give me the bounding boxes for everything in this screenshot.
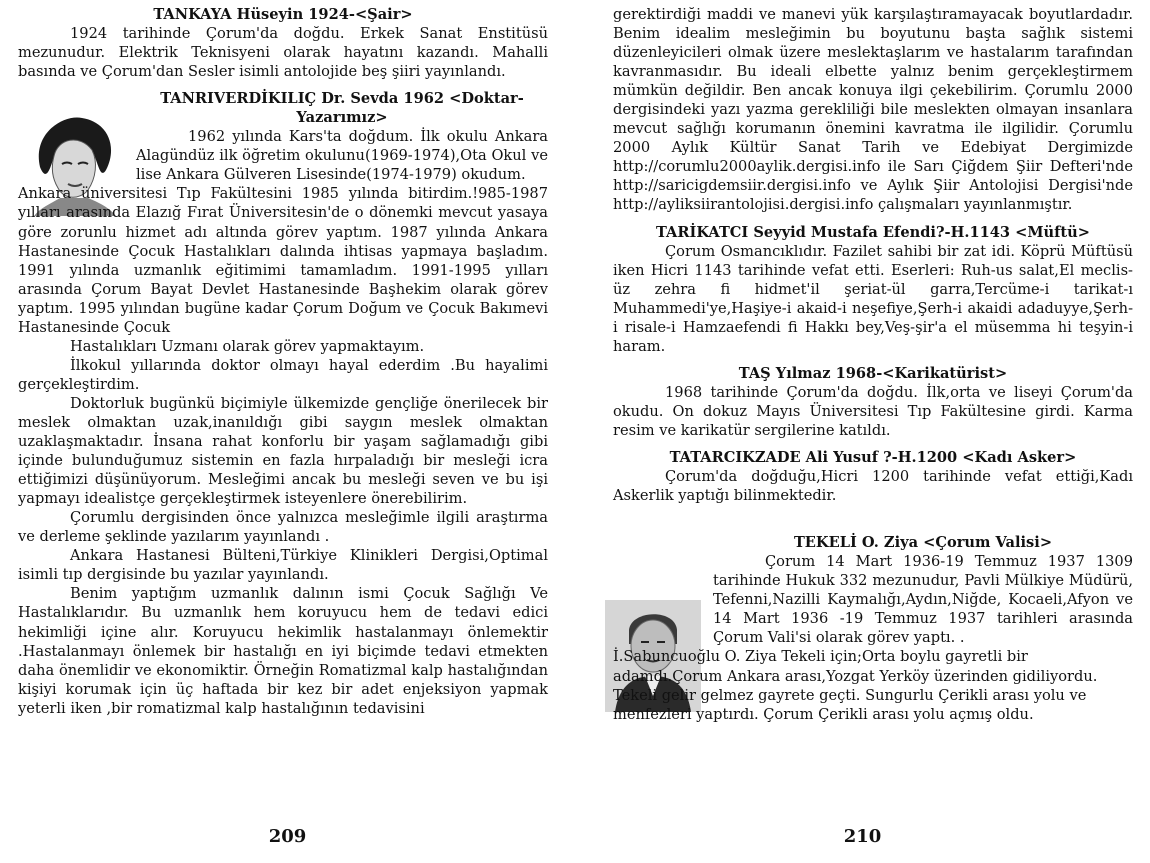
entry-heading: TAŞ Yılmaz 1968-<Karikatürist> [738, 364, 1008, 382]
page-number: 210 [843, 826, 882, 847]
entry-paragraph: 1924 tarihinde Çorum'da doğdu. Erkek Sanat Enstitüsü mezunudur. Elektrik Teknisyeni olarak hayatını kazandı. Mahalli basında ve Çorum'dan Sesler isimli antolojide beş şiiri yayınlandı. [18, 25, 548, 81]
entry-paragraph: Ankara üniversitesi Tıp Fakültesini 1985 yılında bitirdim.!985-1987 yılları arasında Elazığ Fırat Üniversitesin'de o dönemki mevcut yasaya göre zorunlu hizmet adı altında görev yaptım. 1987 yılında Ankara Hastanesinde Çocuk Hastalıkları dalında ihtisas yapmaya başladım. 1991 yılında uzmanlık eğitimimi tamamladım. 1991-1995 yılları arasında Çorum Bayat Devlet Hastanesinde Başhekim olarak görev yaptım. 1995 yılından bugüne kadar Çorum Doğum ve Çocuk Bakımevi Hastanesinde Çocuk [18, 185, 548, 336]
entry-paragraph: Ankara Hastanesi Bülteni,Türkiye Klinikleri Dergisi,Optimal isimli tıp dergisinde bu yazılar yayınlandı. [18, 547, 548, 584]
entry-paragraph: Hastalıkları Uzmanı olarak görev yapmaktayım. [70, 337, 425, 355]
right-page [575, 0, 1150, 863]
entry-heading: TEKELİ O. Ziya <Çorum Valisi> [793, 534, 1053, 552]
entry-paragraph: İ.Sabuncuoğlu O. Ziya Tekeli için;Orta boylu gayretli bir adamdı.Çorum Ankara arası,Yozgat Yerköy üzerinden gidiliyordu. Tekeli gelir gelmez gayrete geçti. Sungurlu Çerikli arası yolu ve menfezleri yaptırdı. Çorum Çerikli arası yolu açmış oldu. [613, 648, 1098, 723]
entry-heading: TARİKATCI Seyyid Mustafa Efendi?-H.1143 <Müftü> [655, 223, 1090, 241]
entry-paragraph: Çorum'da doğduğu,Hicri 1200 tarihinde vefat ettiği,Kadı Askerlik yaptığı bilinmektedir. [613, 468, 1133, 505]
entry-paragraph: Çorum Osmancıklıdır. Fazilet sahibi bir zat idi. Köprü Müftüsü iken Hicri 1143 tarihinde vefat etti. Eserleri: Ruh-us salat,El meclis-üz zehra fi hidmet'il şeriat-ül garra,Tercüme-i tarikat-ı Muhammedi'ye,Haşiye-i akaid-i neşefiye,Şerh-i akaidi adaduyye,Şerh-i risale-i Hamzaefendi fi Hakkı bey,Veş-şir'a el müsemma hi teşyin-i haram. [613, 242, 1133, 355]
entry-heading: TANKAYA Hüseyin 1924-<Şair> [153, 6, 413, 23]
entry-paragraph: Benim yaptığım uzmanlık dalının ismi Çocuk Sağlığı Ve Hastalıklarıdır. Bu uzmanlık hem koruyucu hem de tedavi edici hekimliği içine alır. Koruyucu hekimlik hastalanmayı önlemektir .Hastalanmayı önlemek bir hastalığı en iyi biçimde tedavi etmekten daha önemlidir ve ekonomiktir. Örneğin Romatizmal kalp hastalığından kişiyi korumak için üç haftada bir kez bir adet enjeksiyon yapmak yeterli iken ,bir romatizmal kalp hastalığının tedavisini [18, 585, 548, 717]
page-number: 209 [268, 826, 307, 847]
entry-heading: TATARCIKZADE Ali Yusuf ?-H.1200 <Kadı Asker> [669, 449, 1077, 467]
entry-paragraph: Çorum 14 Mart 1936-19 Temmuz 1937 1309 tarihinde Hukuk 332 mezunudur, Pavli Mülkiye Müdürü, Tefenni,Nazilli Kaymalığı,Aydın,Niğde, Kocaeli,Afyon ve 14 Mart 1936 -19 Temmuz 1937 tarihleri arasında Çorum Vali'si olarak görev yaptı. . [713, 553, 1133, 647]
entry-paragraph: 1962 yılında Kars'ta doğdum. İlk okulu Ankara Alagündüz ilk öğretim okulunu(1969-1974),Ota Okul ve lise Ankara Gülveren Lisesinde(1974-1979) okudum. [136, 128, 548, 184]
entry-paragraph: İlkokul yıllarında doktor olmayı hayal ederdim .Bu hayalimi gerçekleştirdim. [18, 356, 548, 393]
entry-paragraph: Çorumlu dergisinden önce yalnızca mesleğimle ilgili araştırma ve derleme şeklinde yazılarım yayınlandı . [18, 509, 548, 546]
entry-paragraph: Doktorluk bugünkü biçimiyle ülkemizde gençliğe önerilecek bir meslek olmaktan uzak,inanıldığı gibi saygın meslek olmaktan uzaklaşmaktadır. İnsana rahat konforlu bir yaşam sağlamadığı gibi içinde bulunduğumuz sistemin en fazla hırpaladığı bir mesleği icra ettiğimizi düşünüyorum. Mesleğimi ancak bu mesleği seven ve bu işi yapmayı idealistçe gerçekleştirmek isteyenlere önerebilirim. [18, 394, 548, 508]
entry-paragraph: gerektirdiği maddi ve manevi yük karşılaştıramayacak boyutlardadır. Benim idealim mesleğimin bu boyutunu başta sağlık sistemi düzenleyicileri olmak üzere meslektaşlarım ve hastalarım tarafından kavranmasıdır. Bu ideali elbette yalnız benim gerçekleştirmem mümkün değildir. Ben ancak konuya ilgi çekebilirim. Çorumlu 2000 dergisindeki yazı yazma gerekliliği bile meslekten olmayan insanlara mevcut sağlığı korumanın önemini kavratma ile ilgilidir. Çorumlu 2000 Aylık Kültür Sanat Tarih ve Edebiyat Dergimizde http://corumlu2000aylik.dergisi.info ile Sarı Çiğdem Şiir Defteri'nde http://saricigdemsiir.dergisi.info ve Aylık Şiir Antolojisi Dergisi'nde http://ayliksiirantolojisi.dergisi.info çalışmaları yayınlanmıştır. [613, 6, 1133, 214]
entry-paragraph: 1968 tarihinde Çorum'da doğdu. İlk,orta ve liseyi Çorum'da okudu. On dokuz Mayıs Üniversitesi Tıp Fakültesine girdi. Karma resim ve karikatür sergilerine katıldı. [613, 383, 1133, 439]
entry-heading: TANRIVERDİKILIÇ Dr. Sevda 1962 <Doktar-Yazarımız> [160, 90, 524, 127]
